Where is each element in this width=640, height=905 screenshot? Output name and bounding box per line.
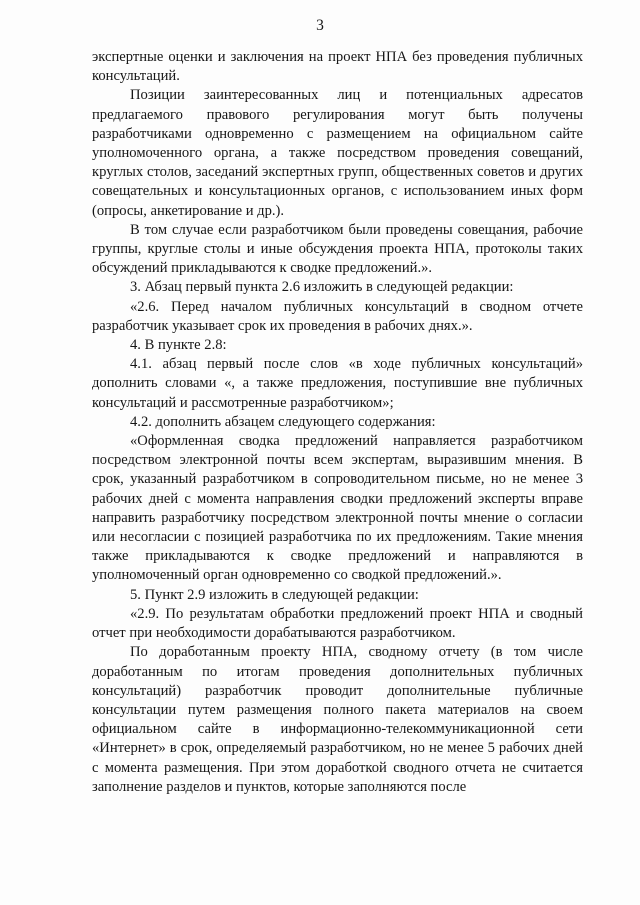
paragraph-10: 5. Пункт 2.9 изложить в следующей редакции: — [130, 586, 419, 603]
paragraph-11: «2.9. По результатам обработки предложений проект НПА и сводный отчет при необходимости дорабатываются разработчиком. — [92, 605, 583, 642]
page-number: 3 — [316, 17, 324, 34]
paragraph-2: Позиции заинтересованных лиц и потенциальных адресатов предлагаемого правового регулирования могут быть получены разработчиками одновременно с размещением на официальном сайте уполномоченного органа, а также посредством проведения совещаний, круглых столов, заседаний экспертных групп, общественных советов и других совещательных и консультационных органов, с использованием иных форм (опросы, анкетирование и др.). — [92, 87, 583, 219]
paragraph-4: 3. Абзац первый пункта 2.6 изложить в следующей редакции: — [130, 279, 514, 296]
paragraph-7: 4.1. абзац первый после слов «в ходе публичных консультаций» дополнить словами «, а также предложения, поступившие вне публичных консультаций и рассмотренные разработчиком»; — [92, 356, 583, 411]
paragraph-8: 4.2. дополнить абзацем следующего содержания: — [130, 413, 436, 430]
paragraph-1: экспертные оценки и заключения на проект НПА без проведения публичных консультаций. — [92, 49, 583, 85]
paragraph-9: «Оформленная сводка предложений направляется разработчиком посредством электронной почты всем экспертам, выразившим мнения. В срок, указанный разработчиком в сопроводительном письме, но не менее 3 рабочих дней с момента направления сводки предложений эксперты вправе направить разработчику посредством электронной почты мнение о согласии или несогласии с позицией разработчика по их предложениям. Такие мнения также прикладываются к сводке предложений и направляются в уполномоченный орган одновременно со сводкой предложений.». — [92, 433, 583, 584]
paragraph-6: 4. В пункте 2.8: — [130, 337, 227, 354]
paragraph-3: В том случае если разработчиком были проведены совещания, рабочие группы, круглые столы и иные обсуждения проекта НПА, протоколы таких обсуждений прикладываются к сводке предложений.». — [92, 221, 583, 277]
paragraph-5: «2.6. Перед началом публичных консультаций в сводном отчете разработчик указывает срок их проведения в рабочих днях.». — [92, 298, 583, 334]
document-body — [92, 48, 583, 797]
paragraph-12: По доработанным проекту НПА, сводному отчету (в том числе доработанным по итогам проведения дополнительных публичных консультаций) разработчик проводит дополнительные публичные консультации путем размещения полного пакета материалов на своем официальном сайте в информационно-телекоммуникационной сети «Интернет» в срок, определяемый разработчиком, но не менее 5 рабочих дней с момента размещения. При этом доработкой сводного отчета не считается заполнение разделов и пунктов, которые заполняются после — [92, 644, 583, 795]
